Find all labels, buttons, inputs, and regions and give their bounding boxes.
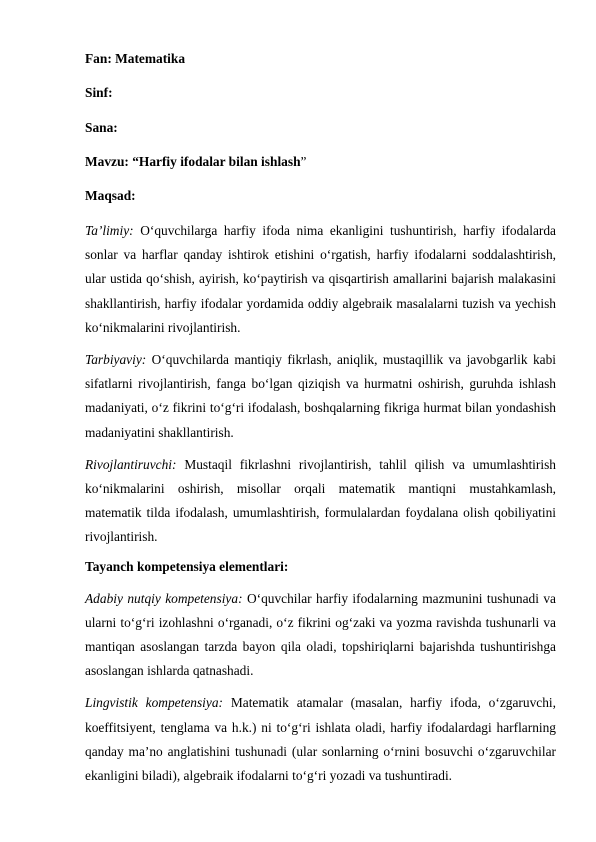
goal-upbringing	[85, 348, 556, 445]
competency-literary-speech	[85, 587, 556, 684]
competency-linguistic	[85, 691, 556, 788]
topic-text: Mavzu: “Harfiy ifodalar bilan ishlash	[85, 154, 301, 169]
competency-heading: Tayanch kompetensiya elementlari:	[85, 558, 289, 574]
goal-label: Rivojlantiruvchi:	[85, 456, 177, 472]
competency-label: Lingvistik kompetensiya:	[85, 695, 223, 711]
goal-developmental	[85, 453, 556, 550]
topic-line	[85, 153, 556, 171]
subject-line: Fan: Matematika	[85, 51, 186, 66]
goal-label: Tarbiyaviy:	[85, 352, 147, 368]
competency-text: O‘quvchilar harfiy ifodalarning mazmunini tushunadi va ularni to‘g‘ri izohlashni o‘rganadi, o‘z fikrini og‘zaki va yozma ravishda tushunarli va mantiqan asoslangan tarzda bayon qila oladi, topshiriqlarni bajarishda tushuntirishga asoslangan ishlarda qatnashadi.	[85, 590, 557, 679]
topic-close-quote: ”	[300, 154, 307, 169]
goal-text: O‘quvchilarda mantiqiy fikrlash, aniqlik, mustaqillik va javobgarlik kabi sifatlarni rivojlantirish, fanga bo‘lgan qiziqish va hurmatni oshirish, guruhda ishlash madaniyati, o‘z fikrini to‘g‘ri ifodalash, boshqalarning fikriga hurmat bilan yondashish madaniyatini shakllantirish.	[85, 352, 556, 440]
document-page	[85, 50, 556, 796]
goal-text: O‘quvchilarga harfiy ifoda nima ekanligini tushuntirish, harfiy ifodalarda sonlar va harflar qanday ishtirok etishini o‘rgatish, harfiy ifodalarni soddalashtirish, ular ustida qo‘shish, ayirish, ko‘paytirish va qisqartirish amallarini bajarish malakasini shakllantirish, harfiy ifodalar yordamida oddiy algebraik masalalarni tuzish va yechish ko‘nikmalarini rivojlantirish.	[85, 223, 556, 335]
competency-text: Matematik atamalar (masalan, harfiy ifoda, o‘zgaruvchi, koeffitsiyent, tenglama va h.k.) ni to‘g‘ri ishlata oladi, harfiy ifodalardagi harflarning qanday ma’no anglatishini tushunadi (ular sonlarning o‘rnini bosuvchi o‘zgaruvchilar ekanligini biladi), algebraik ifodalarni to‘g‘ri yozadi va tushuntiradi.	[85, 695, 556, 784]
goal-educational	[85, 219, 556, 340]
competency-label: Adabiy nutqiy kompetensiya:	[85, 590, 243, 606]
date-line: Sana:	[85, 120, 118, 135]
goal-heading: Maqsad:	[85, 188, 136, 203]
grade-line: Sinf:	[85, 85, 113, 100]
goal-text: Mustaqil fikrlashni rivojlantirish, tahlil qilish va umumlashtirish ko‘nikmalarini oshirish, misollar orqali matematik mantiqni mustahkamlash, matematik tilda ifodalash, umumlashtirish, formulalardan foydalana olish qobiliyatini rivojlantirish.	[85, 456, 556, 545]
goal-label: Ta’limiy:	[85, 223, 134, 238]
